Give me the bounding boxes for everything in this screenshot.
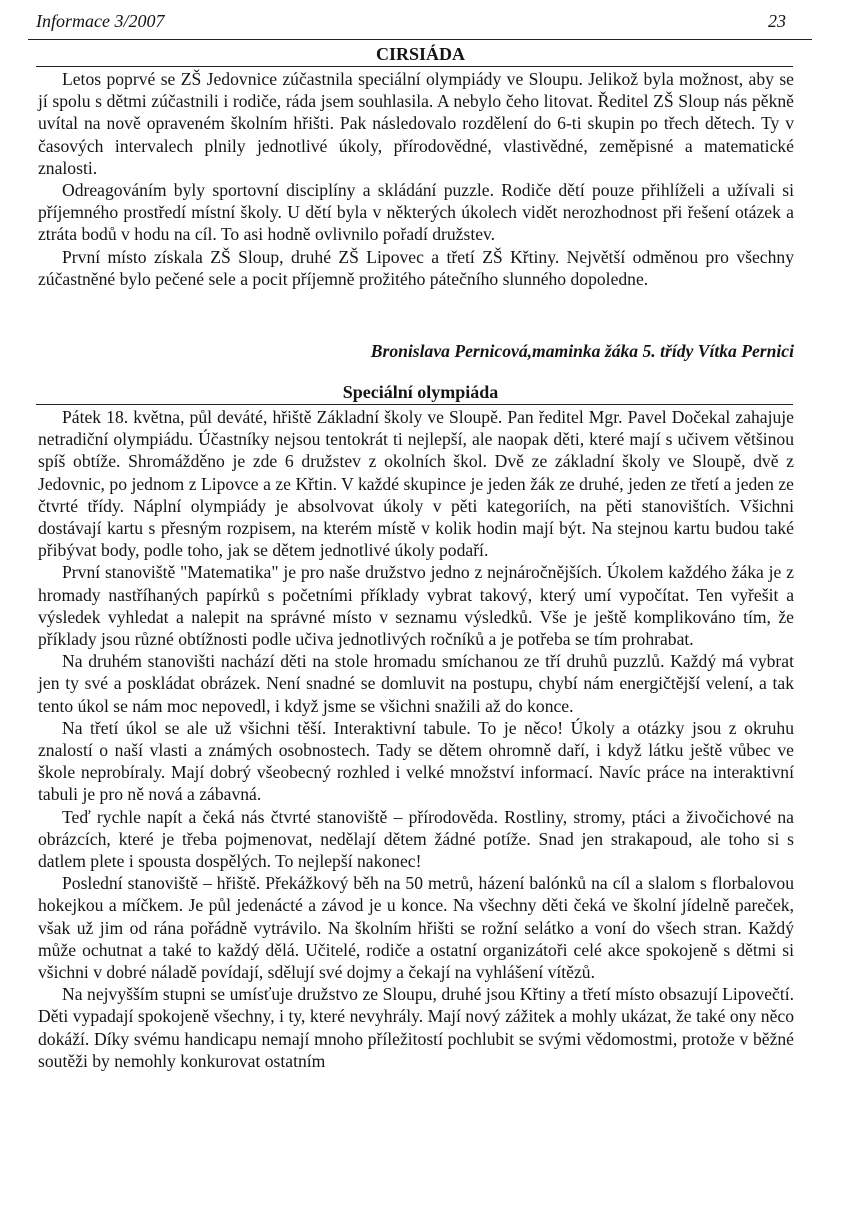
page-number: 23 [768,11,786,31]
publication-title: Informace 3/2007 [36,11,165,31]
paragraph: První stanoviště "Matematika" je pro naše družstvo jedno z nejnáročnějších. Úkolem každého žáka je z hromady nastříhaných papírků s početními příklady vybrat takový, který umí vypočítat. Ten vyřešit a výsledek vyhledat a nalepit na správné místo v seznamu výsledků. Vše je ještě komplikováno tím, že příklady jsou různé obtížnosti podle učiva jednotlivých ročníků a je potřeba se tím prohrabat. [38,562,794,650]
author-signature: Bronislava Pernicová,maminka žáka 5. třídy Vítka Pernici [370,341,794,361]
paragraph: Teď rychle napít a čeká nás čtvrté stanoviště – přírodověda. Rostliny, stromy, ptáci a živočichové na obrázcích, které je třeba pojmenovat, nedělají dětem žádné potíže. Snad jen strakapoud, ale toho si s datlem plete i spousta dospělých. To nejlepší nakonec! [38,806,794,872]
paragraph: První místo získala ZŠ Sloup, druhé ZŠ Lipovec a třetí ZŠ Křtiny. Největší odměnou pro všechny zúčastněné bylo pečené sele a pocit příjemně prožitého pátečního slunného dopoledne. [38,246,794,289]
article-title-rule [36,404,793,405]
paragraph: Na nejvyšším stupni se umísťuje družstvo ze Sloupu, druhé jsou Křtiny a třetí místo obsazují Lipovečtí. Děti vypadají spokojeně všechny, i ty, které nevyhrály. Mají nový zážitek a mohly ukázat, že také ony něco dokáží. Díky svému handicapu nemají mnoho příležitostí pochlubit se svými vědomostmi, protože v běžné soutěži by nemohly konkurovat ostatním [38,984,794,1071]
paragraph: Poslední stanoviště – hřiště. Překážkový běh na 50 metrů, házení balónků na cíl a slalom s florbalovou hokejkou a míčkem. Je půl jedenácté a závod je u konce. Na všechny děti čeká ve školní jídelně pareček, však už jim od rána pořádně vytrávilo. Na školním hřišti se rožní selátko a voní do všech stran. Každý může ochutnat a také to každý dělá. Učitelé, rodiče a ostatní organizátoři celé akce spokojeně s dětmi si všichni v dobré náladě povídají, sdělují své dojmy a čekají na vyhlášení vítězů. [38,873,794,983]
paragraph: Letos poprvé se ZŠ Jedovnice zúčastnila speciální olympiády ve Sloupu. Jelikož byla možnost, aby se jí spolu s dětmi zúčastnili i rodiče, ráda jsem souhlasila. A nebylo čeho litovat. Ředitel ZŠ Sloup nás pěkně uvítal na nově opraveném školním hřišti. Pak následovalo rozdělení do 6-ti skupin po třech dětech. Ty v časových intervalech plnily jednotlivé úkoly, přírodovědné, vlastivědné, zeměpisné a matematické znalosti. [38,69,794,178]
article-title: CIRSIÁDA [375,44,465,64]
paragraph: Odreagováním byly sportovní disciplíny a skládání puzzle. Rodiče dětí pouze přihlíželi a užívali si příjemného prostředí místní školy. U dětí byla v některých úkolech vidět nerozhodnost při řešení otázek a ztráta bodů v hodu na cíl. To asi hodně ovlivnilo pořadí družstev. [38,180,794,245]
article-body [38,406,794,1072]
article-body [38,68,794,290]
article-title-rule [36,66,793,67]
paragraph: Na třetí úkol se ale už všichni těší. Interaktivní tabule. To je něco! Úkoly a otázky jsou z okruhu znalostí o naší vlasti a známých osobnostech. Tady se dětem ohromně daří, i když látku ještě vůbec ve škole neprobíraly. Mají dobrý všeobecný rozhled i velké množství informací. Navíc práce na interaktivní tabuli je pro ně nová a zábavná. [38,717,794,805]
header-divider [28,39,812,40]
paragraph: Pátek 18. května, půl deváté, hřiště Základní školy ve Sloupě. Pan ředitel Mgr. Pavel Dočekal zahajuje netradiční olympiádu. Účastníky nejsou tentokrát ti nejlepší, ale naopak děti, které mají s učivem většinou spíš obtíže. Shromážděno je zde 6 družstev z okolních škol. Dvě ze základní školy ve Sloupě, dvě z Jedovnic, po jednom z Lipovce a ze Křtin. V každé skupince je jeden žák ze druhé, jeden ze třetí a jeden ze čtvrté třídy. Náplní olympiády je absolvovat úkoly v pěti kategoriích, na pěti stanovištích. Všichni dostávají kartu s přesným rozpisem, na kterém místě v kolik hodin mají být. Na stejnou kartu budou také přibývat body, podle toho, jak se dětem jednotlivé úkoly podaří. [38,407,794,561]
paragraph: Na druhém stanovišti nachází děti na stole hromadu smíchanou ze tří druhů puzzlů. Každý má vybrat jen ty své a poskládat obrázek. Není snadné se domluvit na postupu, chybí nám energičtější velení, a tak tento úkol se nám moc nepovedl, i když jsme se všichni snažili až do konce. [38,651,794,716]
article-title: Speciální olympiáda [342,382,499,402]
